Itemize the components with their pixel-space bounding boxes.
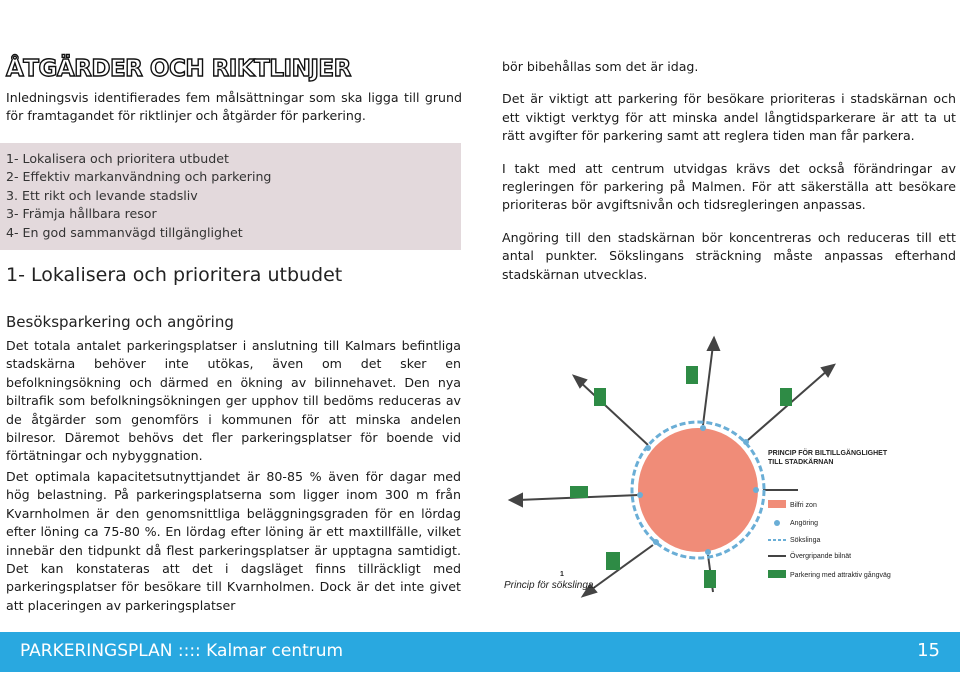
section-title: 1- Lokalisera och prioritera utbudet [6,264,343,286]
goal-item: 1- Lokalisera och prioritera utbudet [6,151,229,166]
figure-number: 1 [560,571,564,578]
legend-title: TILL STADKÄRNAN [768,459,834,466]
footer-bar [0,632,960,672]
paragraph-1: Det totala antalet parkeringsplatser i anslutning till Kalmars befintliga stadskärna behöver inte utökas, även om det sker en befolkningsökning och därmed en ökning av bilinnehavet. Den nya biltrafik som befolkningsökningen ger upphov till bedöms reduceras av de åtgärder som genomförs i kommunen för att minska andelen bilresor. Däremot behövs det fler parkeringsplatser för boende vid förtätningar och nybyggnation. [6,338,461,464]
legend-title: PRINCIP FÖR BILTILLGÄNGLIGHET [768,450,888,457]
goal-item: 3. Ett rikt och levande stadsliv [6,187,198,203]
page-title: ÅTGÄRDER OCH RIKTLINJER [6,56,351,82]
car-free-zone-icon [638,428,758,552]
right-paragraph: Det är viktigt att parkering för besökare prioriteras i stadskärnan och ett viktigt verktyg för att minska andel långtidsparkerare är att ta ut rätt avgifter för parkering samt att reglera tiden man får parkera. [502,91,956,144]
legend-item: Övergripande bilnät [790,553,852,560]
goal-item: 3- Främja hållbara resor [6,206,157,222]
goal-item: 4- En god sammanvägd tillgänglighet [6,224,243,240]
page-number: 15 [917,640,940,661]
intro-text: Inledningsvis identifierades fem målsättningar som ska ligga till grund för framtagandet för riktlinjer och åtgärder för parkering. [6,90,462,124]
right-paragraph: Angöring till den stadskärnan bör koncentreras och reduceras till ett antal punkter. Sökslingans sträckning måste anpassas efterhand stadskärnan utvecklas. [502,229,956,282]
subsection-title: Besöksparkering och angöring [6,313,234,331]
right-paragraph: I takt med att centrum utvidgas krävs det också förändringar av regleringen för parkering på Malmen. För att säkerställa att besökare prioriteras bör avgiftsnivån och tidsregleringen anpassas. [502,160,956,213]
left-column [6,55,462,126]
legend-item: Sökslinga [790,537,821,544]
goals-list [6,150,271,242]
legend-item: Bilfri zon [790,502,817,509]
footer-title: PARKERINGSPLAN :::: Kalmar centrum [20,641,344,661]
legend-item: Parkering med attraktiv gångväg [790,572,891,579]
paragraph-2: Det optimala kapacitetsutnyttjandet är 80-85 % även för dagar med hög belastning. På parkeringsplatserna som ligger inom 300 m från Kvarnholmen är den genomsnittliga beläggningsgraden för en lördag efter löning ca 75-80 %. En lördag efter löning är ett maxtillfälle, vilket innebär den tidpunkt då flest parkeringsplatser är upptagna samtidigt. Det kan konstateras att det i dagsläget finns tillräckligt med parkeringsplatser för besökare till Kvarnholmen. Dock är det inte givet att placeringen av parkeringsplatser [6,469,461,613]
principle-diagram [498,330,958,600]
legend [768,448,891,579]
goal-item: 2- Effektiv markanvändning och parkering [6,169,272,185]
legend-item: Angöring [790,520,819,527]
right-column [502,58,956,298]
right-paragraph: bör bibehållas som det är idag. [502,59,699,74]
figure-caption: Princip för sökslinga. [504,580,597,591]
